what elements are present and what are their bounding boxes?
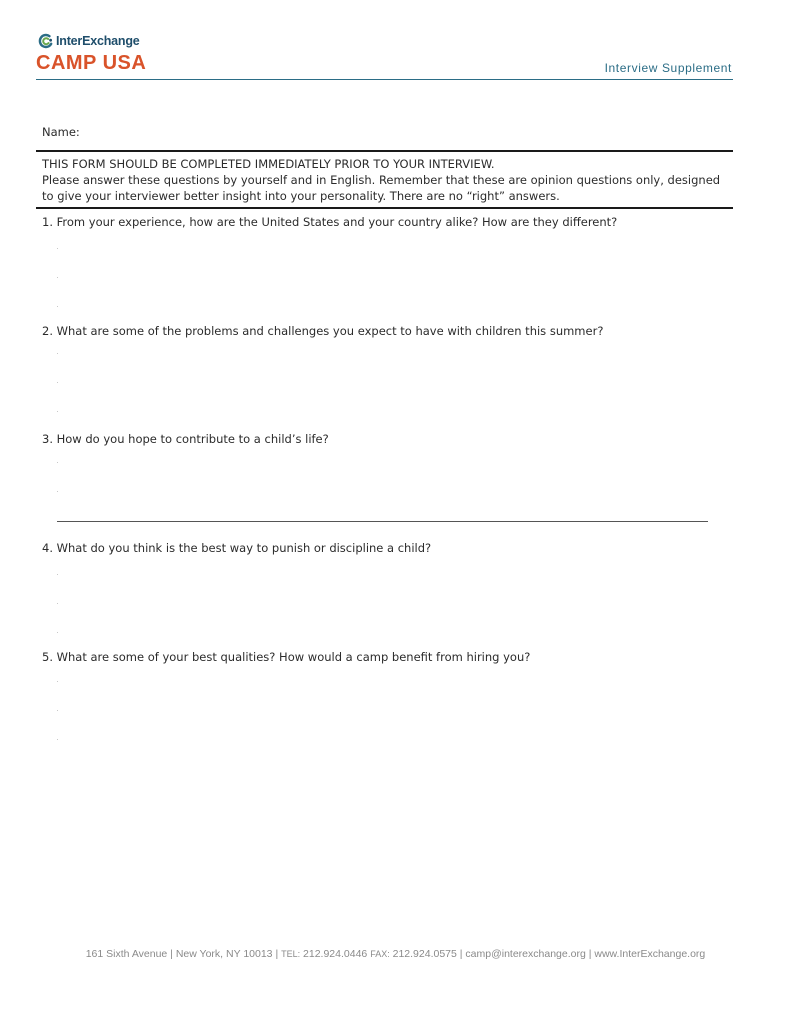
answer-guide-dot bbox=[57, 491, 58, 492]
answer-guide-dot bbox=[57, 411, 58, 412]
answer-guide-dot bbox=[57, 248, 58, 249]
answer-guide-dot bbox=[57, 574, 58, 575]
answer-guide-dot bbox=[57, 603, 58, 604]
footer-fax-label: FAX: bbox=[370, 949, 390, 959]
footer-contact bbox=[0, 948, 791, 960]
answer-guide-dot bbox=[57, 632, 58, 633]
instructions-line: Please answer these questions by yourself and in English. Remember that these are opinion questions only, designed bbox=[42, 173, 721, 187]
interexchange-swirl-icon bbox=[38, 33, 54, 49]
answer-guide-dot bbox=[57, 462, 58, 463]
interexchange-logo bbox=[38, 33, 140, 49]
question-2: 2. What are some of the problems and challenges you expect to have with children this summer? bbox=[42, 324, 604, 338]
footer-fax-contact: 212.924.0575 | camp@interexchange.org | www.InterExchange.org bbox=[389, 948, 706, 960]
question-3: 3. How do you hope to contribute to a child’s life? bbox=[42, 432, 329, 446]
answer-guide-dot bbox=[57, 306, 58, 307]
document-title: Interview Supplement bbox=[604, 61, 732, 75]
question-5: 5. What are some of your best qualities? How would a camp benefit from hiring you? bbox=[42, 650, 531, 664]
answer-guide-dot bbox=[57, 277, 58, 278]
instructions-block bbox=[42, 156, 720, 204]
instructions-top-rule bbox=[36, 150, 733, 152]
instructions-line: to give your interviewer better insight into your personality. There are no “right” answers. bbox=[42, 189, 560, 203]
instructions-bottom-rule bbox=[36, 207, 733, 209]
instructions-line: THIS FORM SHOULD BE COMPLETED IMMEDIATELY PRIOR TO YOUR INTERVIEW. bbox=[42, 157, 495, 171]
program-brand: CAMP USA bbox=[36, 52, 147, 74]
footer-tel-label: TEL: bbox=[281, 949, 301, 959]
question-4: 4. What do you think is the best way to punish or discipline a child? bbox=[42, 541, 432, 555]
question-1: 1. From your experience, how are the United States and your country alike? How are they different? bbox=[42, 215, 618, 229]
answer-line bbox=[57, 521, 708, 522]
footer-tel: 212.924.0446 bbox=[300, 948, 371, 960]
answer-guide-dot bbox=[57, 353, 58, 354]
name-label: Name: bbox=[42, 125, 80, 139]
logo-wordmark: InterExchange bbox=[56, 34, 140, 48]
header-divider bbox=[36, 79, 733, 80]
answer-guide-dot bbox=[57, 739, 58, 740]
answer-guide-dot bbox=[57, 681, 58, 682]
answer-guide-dot bbox=[57, 710, 58, 711]
answer-guide-dot bbox=[57, 382, 58, 383]
footer-address: 161 Sixth Avenue | New York, NY 10013 | bbox=[85, 948, 282, 960]
